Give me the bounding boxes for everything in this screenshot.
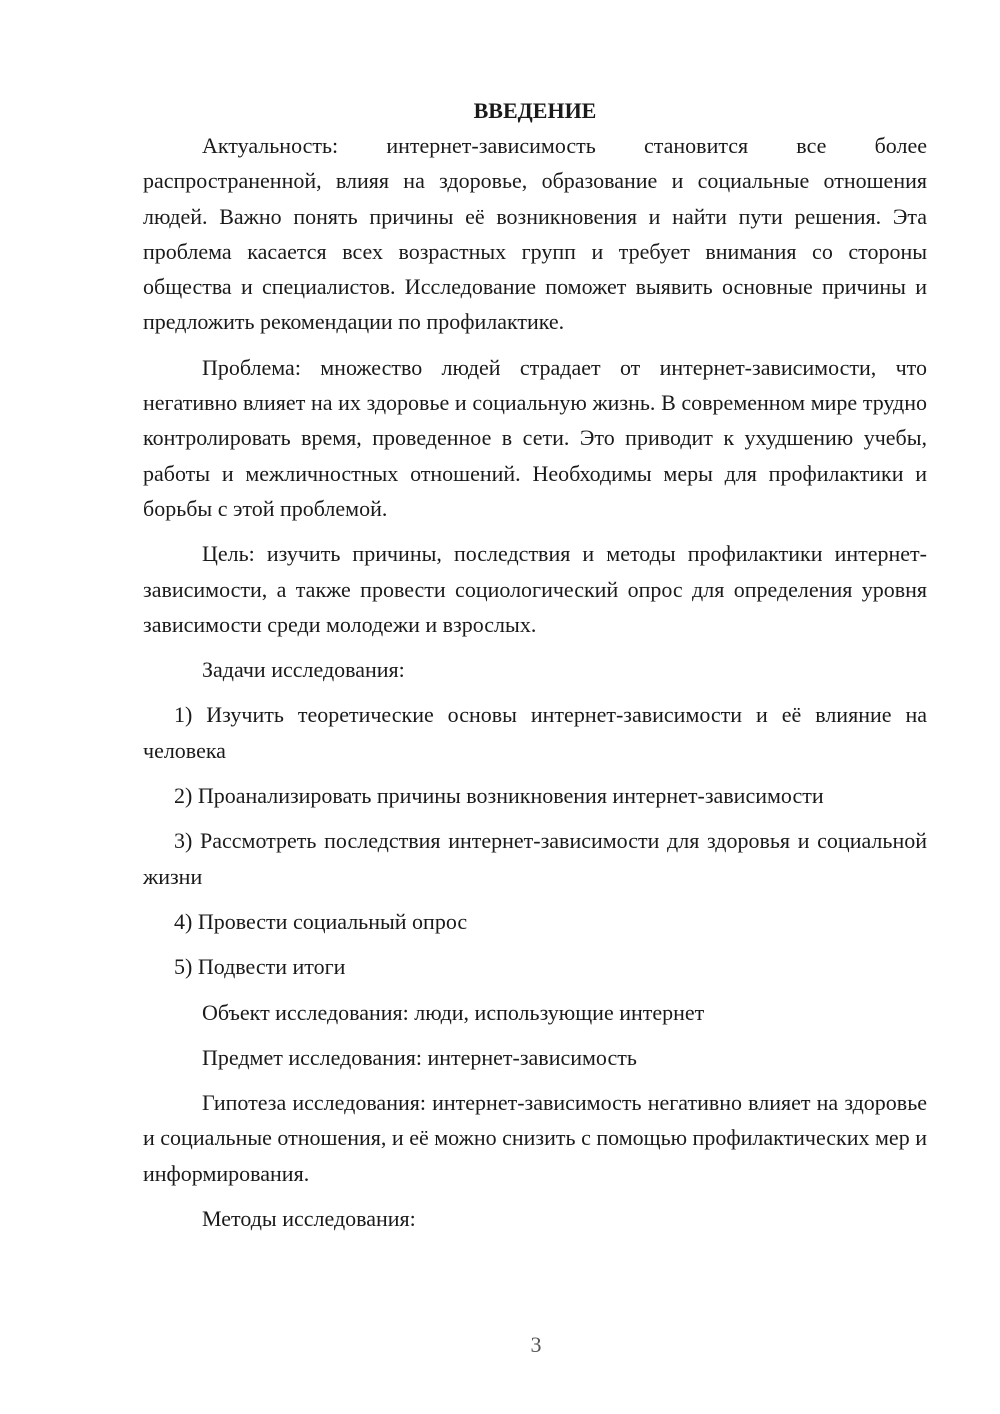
task-item-4: 4) Провести социальный опрос xyxy=(174,908,468,934)
document-page xyxy=(143,93,927,1246)
problem-paragraph: Проблема: множество людей страдает от интернет-зависимости, что негативно влияет на их здоровье и социальную жизнь. В современном мире трудно контролировать время, проведенное в сети. Это приводит к ухудшению учебы, работы и межличностных отношений. Необходимы меры для профилактики и борьбы с этой проблемой. xyxy=(143,354,927,521)
task-item-1: 1) Изучить теоретические основы интернет-зависимости и её влияние на человека xyxy=(143,702,927,763)
hypothesis-paragraph: Гипотеза исследования: интернет-зависимость негативно влияет на здоровье и социальные отношения, и её можно снизить с помощью профилактических мер и информирования. xyxy=(143,1090,927,1186)
goal-paragraph: Цель: изучить причины, последствия и методы профилактики интернет-зависимости, а также провести социологический опрос для определения уровня зависимости среди молодежи и взрослых. xyxy=(143,541,927,637)
task-item-2: 2) Проанализировать причины возникновения интернет-зависимости xyxy=(174,783,824,809)
research-object: Объект исследования: люди, использующие интернет xyxy=(202,999,705,1025)
tasks-intro: Задачи исследования: xyxy=(202,657,405,683)
page-title: ВВЕДЕНИЕ xyxy=(473,98,597,123)
task-item-5: 5) Подвести итоги xyxy=(174,954,346,980)
task-item-3: 3) Рассмотреть последствия интернет-зависимости для здоровья и социальной жизни xyxy=(143,828,927,889)
methods-heading: Методы исследования: xyxy=(202,1206,416,1232)
relevance-paragraph: Актуальность: интернет-зависимость становится все более распространенной, влияя на здоровье, образование и социальные отношения людей. Важно понять причины её возникновения и найти пути решения. Эта проблема касается всех возрастных групп и требует внимания со стороны общества и специалистов. Исследование поможет выявить основные причины и предложить рекомендации по профилактике. xyxy=(143,133,927,335)
research-subject: Предмет исследования: интернет-зависимость xyxy=(202,1044,637,1070)
page-number: 3 xyxy=(530,1332,542,1357)
